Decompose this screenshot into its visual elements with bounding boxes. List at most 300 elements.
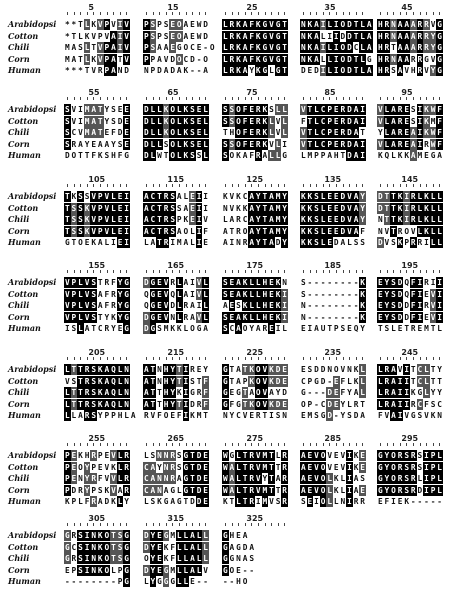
ruler-tick	[113, 443, 114, 446]
ruler-tick	[192, 357, 193, 360]
ruler-tick	[245, 97, 246, 100]
ruler-tick	[107, 184, 108, 187]
ruler-tick	[413, 443, 414, 446]
ruler-tick	[439, 12, 440, 15]
sequence-segment: G E G T A O V A Y D	[222, 388, 287, 397]
sequence-segment: K K S L E E D V A Y	[300, 215, 365, 224]
ruler-tick	[349, 184, 350, 187]
ruler-tick	[251, 270, 252, 273]
ruler-tick	[393, 12, 394, 15]
ruler-tick	[380, 357, 381, 360]
ruler-tick	[146, 12, 147, 15]
ruler-tick	[433, 184, 434, 187]
sequence-segment: P E K H R P E V L R	[64, 451, 129, 460]
ruler-tick	[100, 523, 101, 526]
ruler-tick	[251, 184, 252, 187]
position-number: 85	[324, 88, 336, 97]
ruler-tick	[310, 357, 311, 360]
ruler-tick	[387, 270, 388, 273]
position-number: 225	[246, 348, 264, 357]
ruler-tick	[380, 270, 381, 273]
position-number: 215	[167, 348, 185, 357]
ruler-tick	[120, 523, 121, 526]
ruler-tick	[362, 97, 363, 100]
sequence-segment: E Y S D D F I R V I	[377, 301, 442, 310]
ruler-tick	[172, 523, 173, 526]
ruler-tick	[179, 443, 180, 446]
sequence-segment: N K A L I I D D T L A	[300, 31, 372, 41]
ruler-tick	[271, 270, 272, 273]
ruler-tick	[172, 184, 173, 187]
position-number: 15	[167, 3, 179, 12]
ruler-tick	[107, 270, 108, 273]
ruler-tick	[400, 97, 401, 100]
sequence-segment: L R A I I R C F S C	[377, 399, 442, 409]
ruler-tick	[426, 12, 427, 15]
species-label: Human	[8, 496, 41, 506]
ruler-tick	[192, 97, 193, 100]
ruler-tick	[113, 12, 114, 15]
species-label: Arabidopsi	[8, 450, 57, 460]
species-label: Chili	[8, 387, 30, 397]
species-label: Corn	[8, 311, 30, 322]
ruler-tick	[232, 357, 233, 360]
alignment-block-5	[0, 349, 466, 422]
ruler-tick	[380, 443, 381, 446]
ruler-tick	[100, 270, 101, 273]
sequence-segment: K T L T R I M V S R	[222, 497, 287, 506]
sequence-segment: A C T R S P K E I V	[143, 215, 208, 224]
position-ruler	[143, 262, 209, 273]
ruler-tick	[205, 12, 206, 15]
ruler-tick	[433, 97, 434, 100]
ruler-tick	[74, 270, 75, 273]
ruler-tick	[310, 184, 311, 187]
ruler-tick	[406, 97, 407, 100]
ruler-tick	[120, 12, 121, 15]
ruler-tick	[400, 357, 401, 360]
species-label: Cotton	[8, 288, 39, 299]
ruler-tick	[310, 97, 311, 100]
sequence-segment: E P S I N K O L P G	[64, 565, 129, 575]
species-label: Arabidopsi	[8, 277, 57, 287]
ruler-tick	[74, 357, 75, 360]
position-ruler	[64, 435, 130, 446]
ruler-tick	[192, 12, 193, 15]
position-ruler	[143, 515, 209, 526]
sequence-segment: M A T L K V P A T V	[64, 54, 129, 64]
position-ruler	[222, 262, 288, 273]
ruler-tick	[343, 12, 344, 15]
ruler-tick	[303, 12, 304, 15]
ruler-tick	[387, 97, 388, 100]
ruler-tick	[349, 270, 350, 273]
species-label: Corn	[8, 398, 30, 409]
ruler-tick	[387, 357, 388, 360]
ruler-tick	[420, 97, 421, 100]
ruler-tick	[232, 97, 233, 100]
ruler-tick	[186, 270, 187, 273]
ruler-tick	[426, 357, 427, 360]
sequence-segment: - - H O	[222, 577, 248, 586]
ruler-tick	[284, 270, 285, 273]
position-ruler	[64, 176, 130, 187]
position-number: 175	[246, 261, 264, 270]
ruler-tick	[225, 270, 226, 273]
position-number: 235	[324, 348, 342, 357]
ruler-tick	[120, 270, 121, 273]
sequence-segment: P E O Y P E V K L R	[64, 462, 129, 472]
ruler-tick	[406, 12, 407, 15]
ruler-tick	[323, 443, 324, 446]
ruler-tick	[67, 443, 68, 446]
sequence-segment: G - - - D E F Y A L	[300, 388, 365, 397]
ruler-tick	[186, 523, 187, 526]
position-number: 135	[324, 175, 342, 184]
ruler-tick	[107, 523, 108, 526]
ruler-tick	[166, 523, 167, 526]
sequence-segment: M A S L T V P A I V	[64, 43, 129, 52]
ruler-tick	[93, 270, 94, 273]
position-ruler	[222, 176, 288, 187]
sequence-segment: L M P P A H T D A I	[300, 151, 365, 160]
ruler-tick	[439, 443, 440, 446]
sequence-segment: V P L V S A F R Y G	[64, 301, 129, 310]
ruler-tick	[87, 97, 88, 100]
ruler-tick	[278, 357, 279, 360]
ruler-tick	[329, 12, 330, 15]
ruler-tick	[362, 443, 363, 446]
ruler-tick	[420, 184, 421, 187]
sequence-segment: G A G D A	[222, 542, 255, 552]
sequence-segment: P S P S E O A E W D	[143, 20, 208, 29]
ruler-tick	[179, 523, 180, 526]
ruler-tick	[329, 270, 330, 273]
sequence-segment: T S S K V P V L E I	[64, 203, 129, 213]
ruler-tick	[153, 184, 154, 187]
sequence-segment: A E V O L K L I A S	[300, 474, 365, 483]
sequence-segment: N Y C V E R T I S N	[222, 411, 287, 420]
position-ruler	[64, 89, 130, 100]
ruler-tick	[245, 523, 246, 526]
ruler-tick	[356, 357, 357, 360]
ruler-tick	[159, 12, 160, 15]
ruler-tick	[172, 443, 173, 446]
sequence-segment: F V A I V G S V K N	[377, 411, 442, 420]
sequence-segment: G C S I N K O T S G	[64, 542, 129, 552]
sequence-segment: D O T T F K S H F G	[64, 151, 129, 160]
ruler-tick	[238, 270, 239, 273]
ruler-tick	[278, 270, 279, 273]
ruler-tick	[87, 443, 88, 446]
ruler-tick	[343, 357, 344, 360]
ruler-tick	[159, 270, 160, 273]
sequence-segment: A C T R S A O L I F	[143, 226, 208, 236]
alignment-block-2	[0, 89, 466, 162]
ruler-tick	[126, 12, 127, 15]
sequence-segment: C A N N R A G T D E	[143, 474, 208, 483]
position-ruler	[377, 4, 443, 15]
ruler-tick	[93, 184, 94, 187]
position-number: 285	[324, 434, 342, 443]
ruler-tick	[159, 97, 160, 100]
position-ruler	[64, 262, 130, 273]
ruler-tick	[329, 357, 330, 360]
sequence-segment: D T T K I R L K L L	[377, 192, 442, 201]
position-number: 185	[324, 261, 342, 270]
position-ruler	[377, 262, 443, 273]
ruler-tick	[172, 12, 173, 15]
sequence-segment: V S T R S K A Q L N	[64, 376, 129, 386]
species-label: Corn	[8, 564, 30, 575]
sequence-segment: S C V M A T E F D E	[64, 128, 129, 137]
ruler-tick	[113, 97, 114, 100]
sequence-segment: L A R C A Y T A M Y	[222, 215, 287, 224]
ruler-tick	[80, 12, 81, 15]
ruler-tick	[400, 12, 401, 15]
ruler-tick	[205, 270, 206, 273]
ruler-tick	[349, 357, 350, 360]
ruler-tick	[113, 357, 114, 360]
ruler-tick	[179, 270, 180, 273]
sequence-segment: L S N N R S G T D E	[143, 451, 208, 460]
ruler-tick	[199, 97, 200, 100]
species-label: Chili	[8, 553, 30, 563]
sequence-segment: K V K C A Y T A M Y	[222, 192, 287, 201]
position-number: 5	[88, 3, 94, 12]
ruler-tick	[426, 443, 427, 446]
ruler-tick	[265, 184, 266, 187]
sequence-segment: V L A R E S I K M F	[377, 116, 442, 126]
ruler-tick	[316, 12, 317, 15]
ruler-tick	[74, 443, 75, 446]
ruler-tick	[336, 12, 337, 15]
ruler-tick	[265, 12, 266, 15]
ruler-tick	[420, 357, 421, 360]
ruler-tick	[265, 357, 266, 360]
sequence-segment: V T L C P E R D A T	[300, 128, 365, 137]
species-label: Corn	[8, 53, 30, 64]
ruler-tick	[100, 12, 101, 15]
ruler-tick	[192, 270, 193, 273]
ruler-tick	[380, 97, 381, 100]
ruler-tick	[284, 523, 285, 526]
sequence-segment: W A L T R V M T T R	[222, 462, 287, 472]
ruler-tick	[100, 184, 101, 187]
species-label: Cotton	[8, 375, 39, 386]
ruler-tick	[356, 184, 357, 187]
ruler-tick	[100, 357, 101, 360]
ruler-tick	[199, 184, 200, 187]
position-ruler	[377, 349, 443, 360]
ruler-tick	[179, 12, 180, 15]
position-ruler	[143, 435, 209, 446]
sequence-segment: H R N A A R R G V G	[377, 54, 442, 64]
sequence-segment: P S A A E G O C E - O	[143, 43, 215, 52]
position-ruler	[300, 262, 366, 273]
ruler-tick	[87, 523, 88, 526]
sequence-segment: L L A R S Y P P H L A	[64, 411, 136, 420]
ruler-tick	[439, 357, 440, 360]
ruler-tick	[426, 97, 427, 100]
position-ruler	[64, 4, 130, 15]
ruler-tick	[153, 12, 154, 15]
ruler-tick	[120, 443, 121, 446]
ruler-tick	[393, 357, 394, 360]
position-number: 115	[167, 175, 185, 184]
ruler-tick	[265, 97, 266, 100]
position-ruler	[377, 435, 443, 446]
species-label: Chili	[8, 127, 30, 137]
position-ruler	[64, 515, 130, 526]
ruler-tick	[93, 12, 94, 15]
sequence-segment: S S O F E R K S L L	[222, 105, 287, 114]
ruler-tick	[238, 184, 239, 187]
ruler-tick	[356, 12, 357, 15]
sequence-segment: E I A U T P S E Q Y	[300, 324, 365, 333]
ruler-tick	[323, 12, 324, 15]
ruler-tick	[336, 357, 337, 360]
sequence-segment: T H O F E R K L V L	[222, 128, 287, 137]
ruler-tick	[349, 443, 350, 446]
alignment-block-6	[0, 435, 466, 508]
ruler-tick	[199, 357, 200, 360]
ruler-tick	[439, 270, 440, 273]
ruler-tick	[232, 523, 233, 526]
sequence-segment: N K A I L I O D T L A	[300, 20, 372, 29]
species-label: Chili	[8, 214, 30, 224]
sequence-segment: N P D A D A K - - A	[143, 66, 208, 75]
ruler-tick	[172, 270, 173, 273]
sequence-segment: L R K A F K G V G T	[222, 54, 287, 64]
ruler-tick	[126, 97, 127, 100]
ruler-tick	[343, 443, 344, 446]
ruler-tick	[258, 270, 259, 273]
species-label: Human	[8, 410, 41, 420]
sequence-segment: D Y E K F L L A L L	[143, 542, 208, 552]
ruler-tick	[400, 443, 401, 446]
sequence-segment: D L L K O L K S E L	[143, 128, 208, 137]
alignment-block-1	[0, 4, 466, 77]
sequence-segment: E F I E K - - - - -	[377, 497, 442, 506]
ruler-tick	[126, 523, 127, 526]
sequence-segment: D T T K I R L K L L	[377, 203, 442, 213]
ruler-tick	[153, 357, 154, 360]
sequence-segment: D L L K O L K S E L	[143, 105, 208, 114]
ruler-tick	[67, 270, 68, 273]
ruler-tick	[225, 443, 226, 446]
ruler-tick	[316, 443, 317, 446]
ruler-tick	[387, 443, 388, 446]
species-label: Arabidopsi	[8, 19, 57, 29]
sequence-segment: L Y G G G L L E - -	[143, 577, 208, 586]
sequence-segment: N K A L L I O D T L G	[300, 54, 372, 64]
ruler-tick	[126, 443, 127, 446]
ruler-tick	[258, 357, 259, 360]
sequence-segment: D V S K P R R I L L	[377, 238, 442, 247]
ruler-tick	[271, 97, 272, 100]
sequence-segment: * * T L K V P V I V	[64, 20, 129, 29]
sequence-segment: E Y S D D F I E V I	[377, 312, 442, 322]
ruler-tick	[146, 357, 147, 360]
sequence-segment: V P L V S A F R Y G	[64, 289, 129, 299]
ruler-tick	[87, 270, 88, 273]
ruler-tick	[413, 184, 414, 187]
ruler-tick	[271, 357, 272, 360]
ruler-tick	[238, 523, 239, 526]
ruler-tick	[192, 184, 193, 187]
ruler-tick	[433, 270, 434, 273]
ruler-tick	[225, 357, 226, 360]
ruler-tick	[349, 12, 350, 15]
ruler-tick	[238, 357, 239, 360]
sequence-segment: L T T R S K A Q L N	[64, 399, 129, 409]
sequence-segment: P E N Y R F V V L R	[64, 474, 129, 483]
ruler-tick	[172, 357, 173, 360]
ruler-tick	[406, 270, 407, 273]
sequence-segment: A T N H Y T I S T F	[143, 376, 208, 386]
sequence-segment: T S S K V P V L E I	[64, 226, 129, 236]
sequence-segment: L R A I I K G L Y Y	[377, 388, 442, 397]
sequence-segment: - - - - - - - - P G	[64, 577, 129, 586]
sequence-segment: S E A K L L H E K I	[222, 312, 287, 322]
sequence-segment: R V F O E F I K M T	[143, 411, 208, 420]
ruler-tick	[406, 357, 407, 360]
ruler-tick	[406, 184, 407, 187]
position-number: 35	[324, 3, 336, 12]
sequence-segment: K K S L E D A L S S	[300, 238, 365, 247]
ruler-tick	[303, 97, 304, 100]
ruler-tick	[87, 12, 88, 15]
ruler-tick	[74, 184, 75, 187]
position-ruler	[300, 89, 366, 100]
ruler-tick	[439, 97, 440, 100]
ruler-tick	[205, 523, 206, 526]
position-number: 25	[246, 3, 258, 12]
ruler-tick	[113, 270, 114, 273]
species-label: Cotton	[8, 202, 39, 213]
position-ruler	[222, 349, 288, 360]
species-label: Human	[8, 65, 41, 75]
ruler-tick	[413, 270, 414, 273]
ruler-tick	[303, 184, 304, 187]
species-label: Cotton	[8, 30, 39, 41]
ruler-tick	[393, 443, 394, 446]
position-number: 195	[401, 261, 419, 270]
ruler-tick	[93, 97, 94, 100]
ruler-tick	[232, 270, 233, 273]
ruler-tick	[120, 97, 121, 100]
ruler-tick	[192, 443, 193, 446]
sequence-segment: S R A Y E A A Y S E	[64, 139, 129, 149]
ruler-tick	[146, 523, 147, 526]
ruler-tick	[303, 270, 304, 273]
ruler-tick	[303, 443, 304, 446]
ruler-tick	[251, 12, 252, 15]
ruler-tick	[93, 523, 94, 526]
ruler-tick	[284, 357, 285, 360]
ruler-tick	[271, 12, 272, 15]
ruler-tick	[146, 270, 147, 273]
sequence-segment: V T L C P E R D A I	[300, 139, 365, 149]
position-ruler	[300, 349, 366, 360]
sequence-segment: G Y O R S R S I P L	[377, 462, 442, 472]
ruler-tick	[93, 443, 94, 446]
position-ruler	[143, 349, 209, 360]
ruler-tick	[323, 357, 324, 360]
ruler-tick	[303, 357, 304, 360]
sequence-segment: L R K A F K G V G T	[222, 31, 287, 41]
